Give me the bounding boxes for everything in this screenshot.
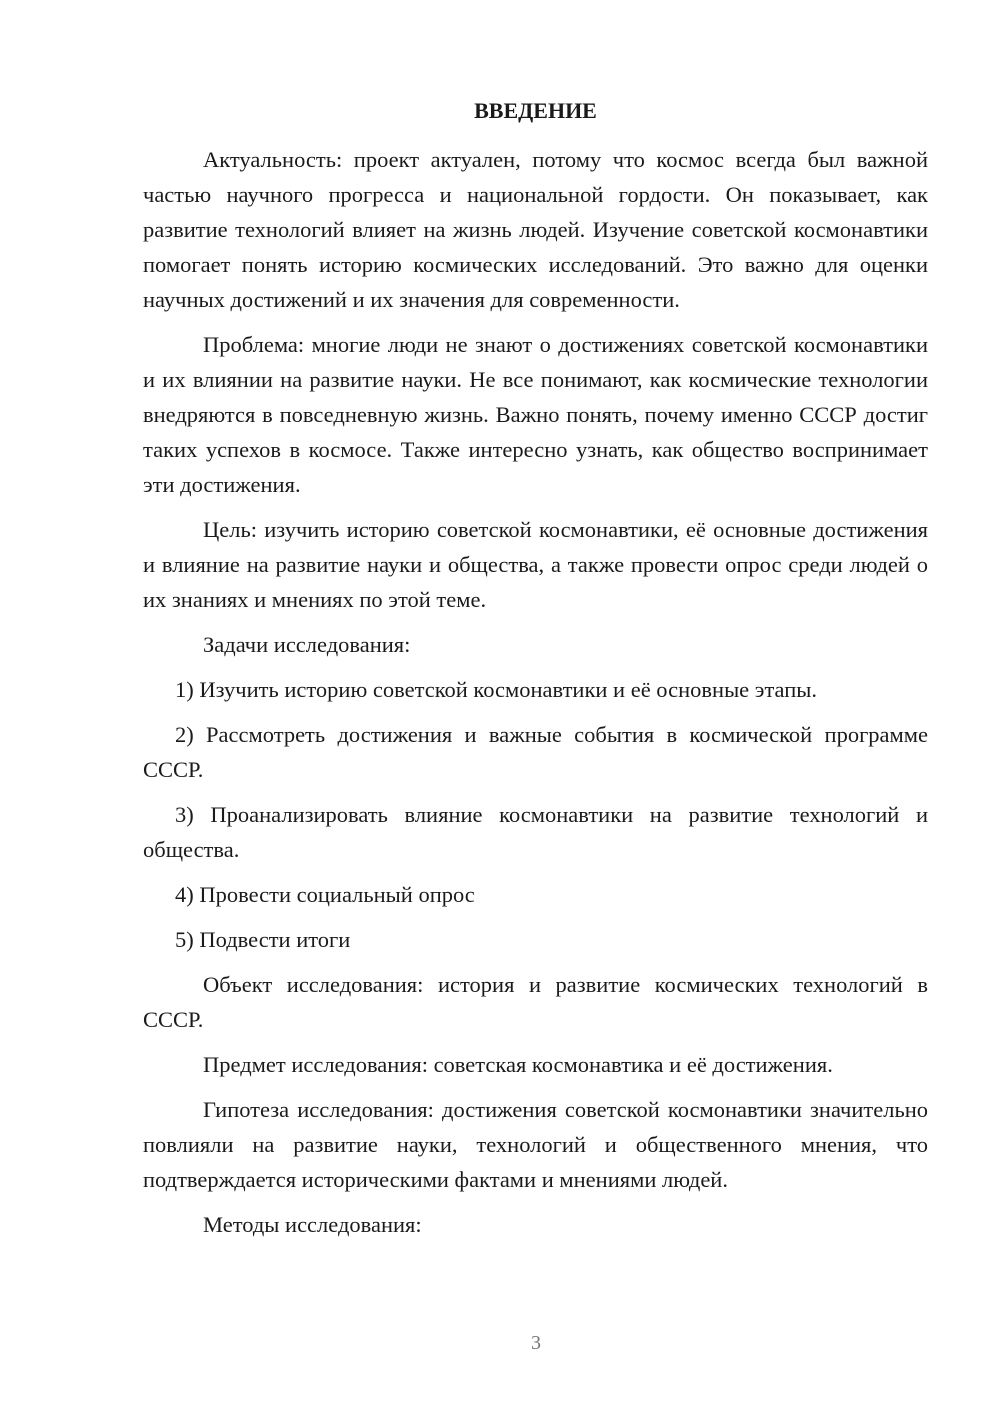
paragraph-goal: Цель: изучить историю советской космонавтики, её основные достижения и влияние на развитие науки и общества, а также провести опрос среди людей о их знаниях и мнениях по этой теме.	[143, 517, 928, 612]
task-item-2: 2) Рассмотреть достижения и важные события в космической программе СССР.	[143, 722, 928, 782]
paragraph-relevance: Актуальность: проект актуален, потому что космос всегда был важной частью научного прогресса и национальной гордости. Он показывает, как развитие технологий влияет на жизнь людей. Изучение советской космонавтики помогает понять историю космических исследований. Это важно для оценки научных достижений и их значения для современности.	[143, 147, 928, 312]
paragraph-tasks-heading: Задачи исследования:	[203, 632, 411, 657]
page-content	[143, 94, 928, 1252]
paragraph-methods: Методы исследования:	[203, 1212, 422, 1237]
paragraph-subject: Предмет исследования: советская космонавтика и её достижения.	[203, 1052, 833, 1077]
task-item-4: 4) Провести социальный опрос	[175, 882, 475, 907]
paragraph-hypothesis: Гипотеза исследования: достижения советской космонавтики значительно повлияли на развитие науки, технологий и общественного мнения, что подтверждается историческими фактами и мнениями людей.	[143, 1097, 928, 1192]
page-number: 3	[531, 1332, 541, 1354]
task-item-1: 1) Изучить историю советской космонавтики и её основные этапы.	[175, 677, 818, 702]
paragraph-problem: Проблема: многие люди не знают о достижениях советской космонавтики и их влиянии на развитие науки. Не все понимают, как космические технологии внедряются в повседневную жизнь. Важно понять, почему именно СССР достиг таких успехов в космосе. Также интересно узнать, как общество воспринимает эти достижения.	[143, 332, 928, 497]
task-item-3: 3) Проанализировать влияние космонавтики на развитие технологий и общества.	[143, 802, 928, 862]
paragraph-object: Объект исследования: история и развитие космических технологий в СССР.	[143, 972, 928, 1032]
task-item-5: 5) Подвести итоги	[175, 927, 351, 952]
page-title: ВВЕДЕНИЕ	[474, 98, 597, 123]
